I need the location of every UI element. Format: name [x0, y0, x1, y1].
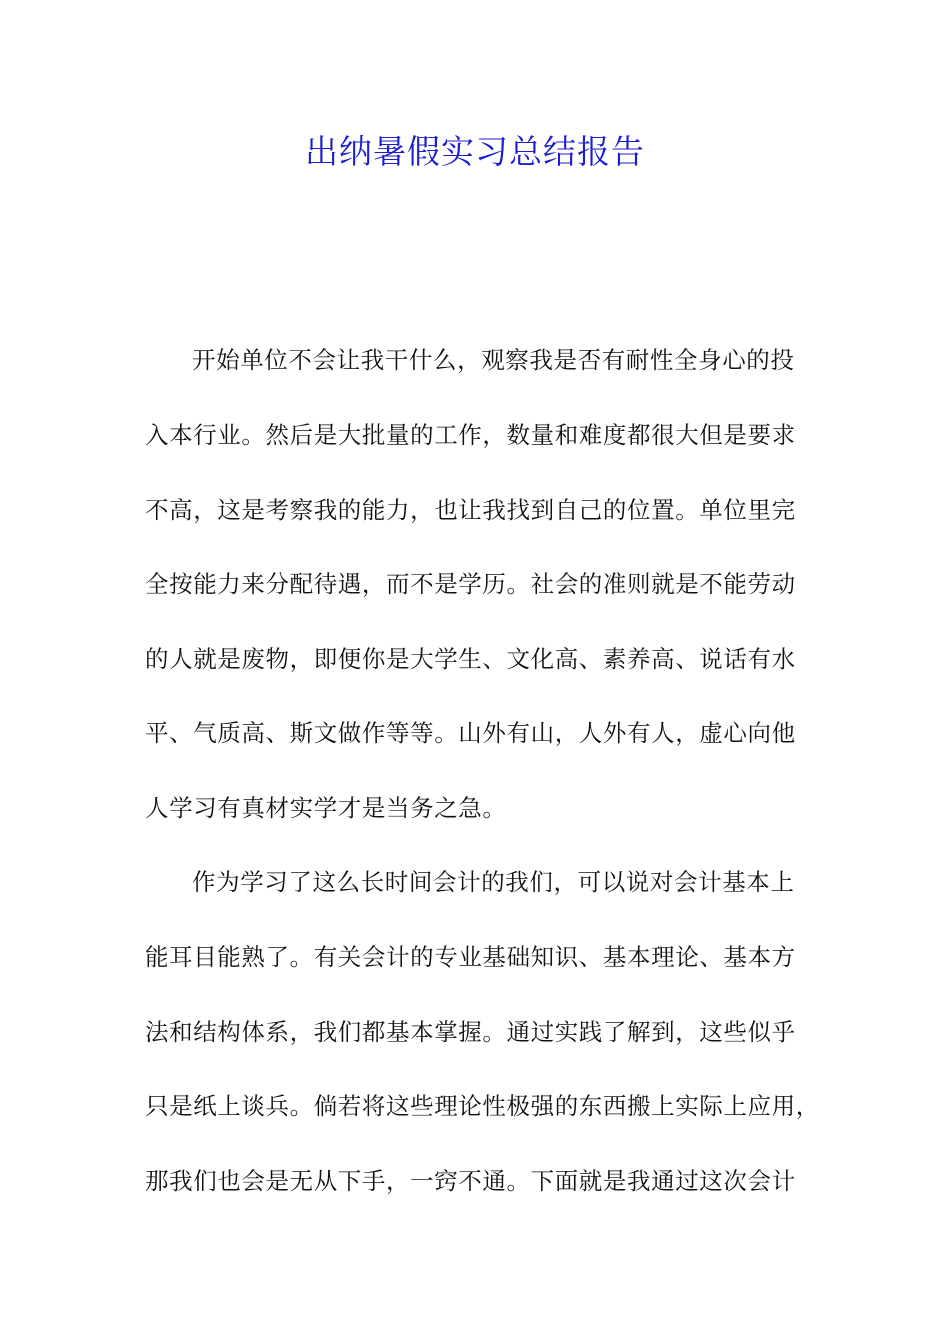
paragraph-line: 的人就是废物，即便你是大学生、文化高、素养高、说话有水 — [145, 645, 796, 673]
paragraph-line: 不高，这是考察我的能力，也让我找到自己的位置。单位里完 — [145, 496, 796, 524]
paragraph-line: 作为学习了这么长时间会计的我们，可以说对会计基本上 — [192, 868, 795, 896]
paragraph-line: 平、气质高、斯文做作等等。山外有山，人外有人，虚心向他 — [145, 719, 796, 747]
paragraph-line: 只是纸上谈兵。倘若将这些理论性极强的东西搬上实际上应用， — [145, 1092, 820, 1120]
paragraph-line: 入本行业。然后是大批量的工作，数量和难度都很大但是要求 — [145, 421, 796, 449]
paragraph-line: 那我们也会是无从下手，一窍不通。下面就是我通过这次会计 — [145, 1167, 796, 1195]
paragraph-line: 人学习有真材实学才是当务之急。 — [145, 794, 507, 822]
paragraph-line: 法和结构体系，我们都基本掌握。通过实践了解到，这些似乎 — [145, 1018, 796, 1046]
paragraph-line: 开始单位不会让我干什么，观察我是否有耐性全身心的投 — [192, 346, 795, 374]
paragraph-line: 全按能力来分配待遇，而不是学历。社会的准则就是不能劳动 — [145, 570, 796, 598]
document-title: 出纳暑假实习总结报告 — [305, 132, 645, 171]
paragraph-line: 能耳目能熟了。有关会计的专业基础知识、基本理论、基本方 — [145, 943, 796, 971]
